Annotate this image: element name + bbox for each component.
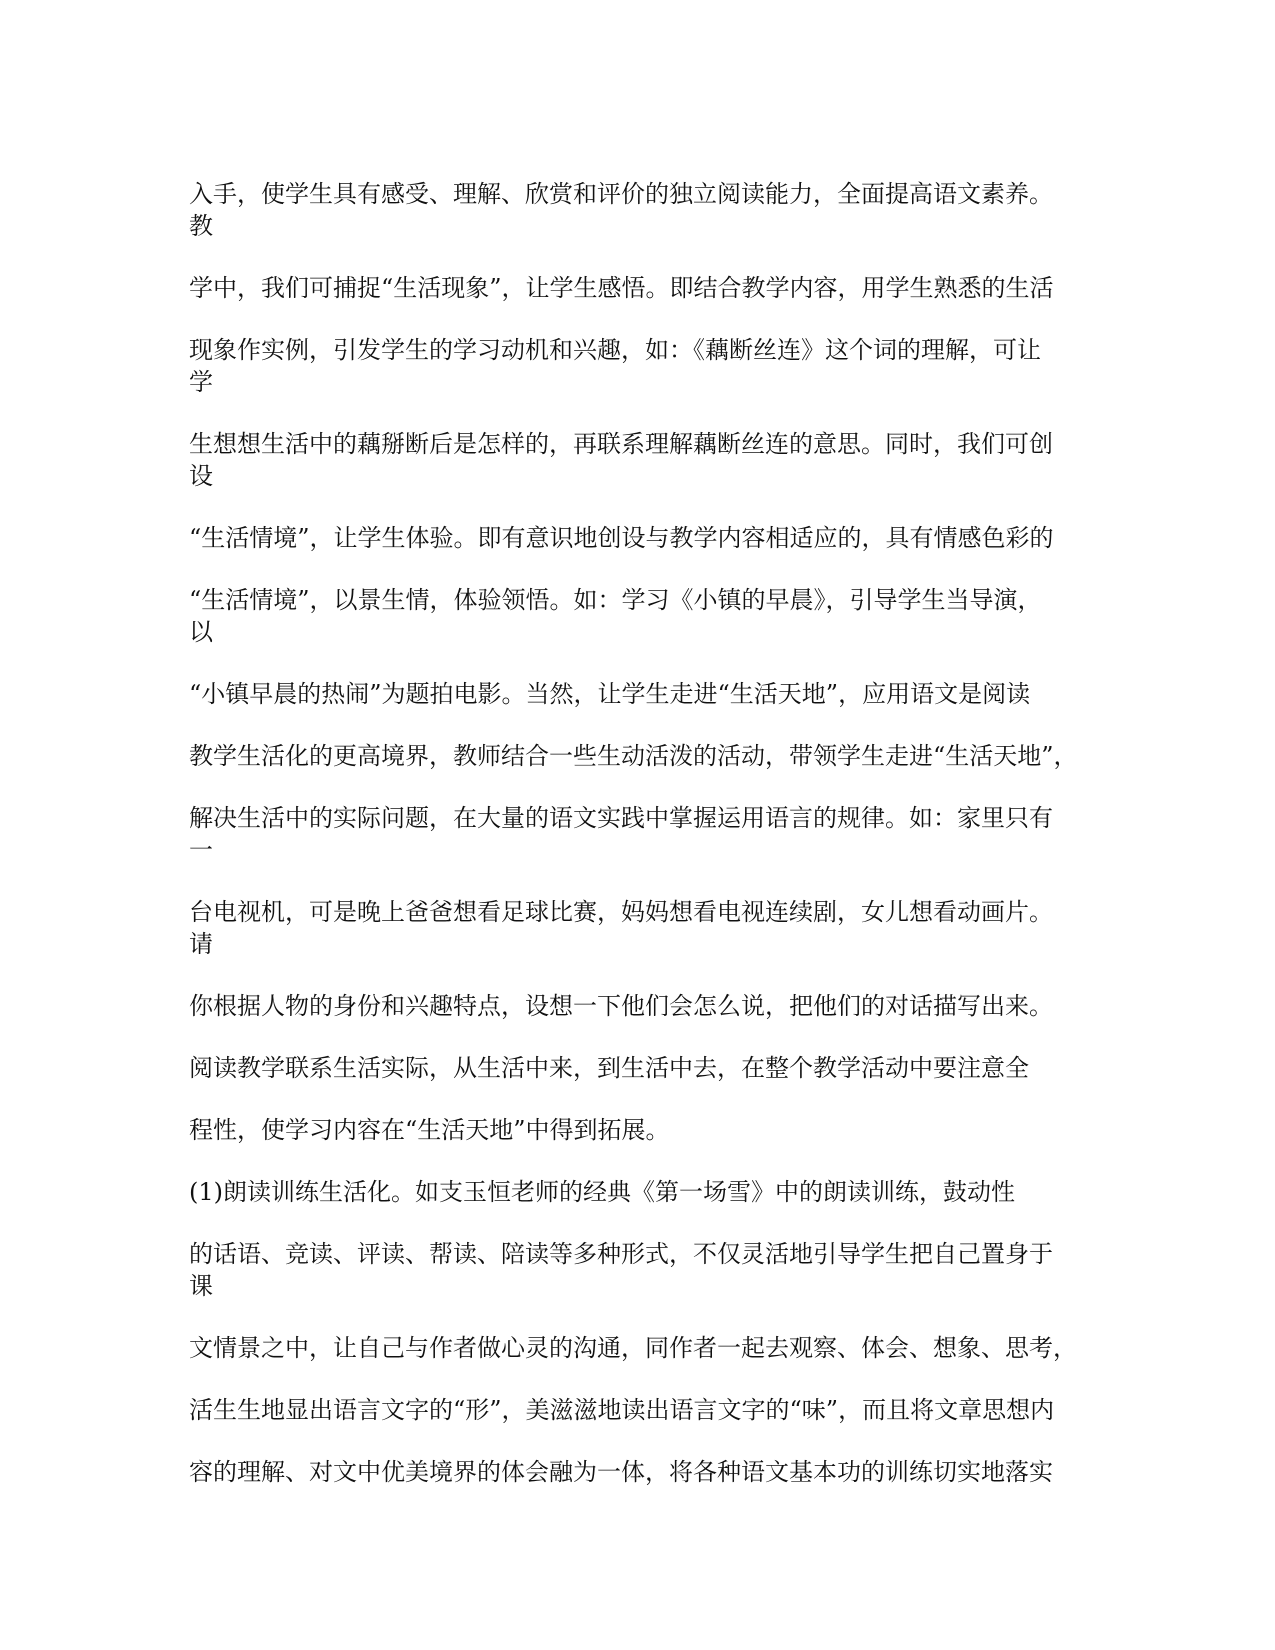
line-overflow: 一	[189, 836, 213, 864]
text-line	[189, 1114, 1089, 1146]
line-text: 学中，我们可捕捉“生活现象”，让学生感悟。即结合教学内容，用学生熟悉的生活	[189, 274, 1054, 302]
line-overflow: 请	[189, 930, 213, 958]
line-text: 的话语、竞读、评读、帮读、陪读等多种形式，不仅灵活地引导学生把自己置身于	[189, 1240, 1053, 1268]
line-text: 台电视机，可是晚上爸爸想看足球比赛，妈妈想看电视连续剧，女儿想看动画片。	[189, 898, 1053, 926]
text-line	[189, 1332, 1089, 1364]
line-text: 你根据人物的身份和兴趣特点，设想一下他们会怎么说，把他们的对话描写出来。	[189, 992, 1053, 1020]
line-text: “生活情境”，以景生情，体验领悟。如：学习《小镇的早晨》，引导学生当导演，	[189, 586, 1042, 614]
text-line	[189, 428, 1089, 492]
text-line	[189, 1456, 1089, 1488]
line-overflow: 以	[189, 618, 213, 646]
line-text: “生活情境”，让学生体验。即有意识地创设与教学内容相适应的，具有情感色彩的	[189, 524, 1054, 552]
line-text: 文情景之中，让自己与作者做心灵的沟通，同作者一起去观察、体会、想象、思考，	[189, 1334, 1077, 1362]
line-text: 阅读教学联系生活实际，从生活中来，到生活中去，在整个教学活动中要注意全	[189, 1054, 1029, 1082]
line-overflow: 教	[189, 212, 213, 240]
line-text: 生想想生活中的藕掰断后是怎样的，再联系理解藕断丝连的意思。同时，我们可创	[189, 430, 1053, 458]
line-text: 解决生活中的实际问题，在大量的语文实践中掌握运用语言的规律。如：家里只有	[189, 804, 1053, 832]
text-line	[189, 990, 1089, 1022]
line-text: 教学生活化的更高境界，教师结合一些生动活泼的活动，带领学生走进“生活天地”，	[189, 742, 1078, 770]
text-line	[189, 1238, 1089, 1302]
text-line	[189, 802, 1089, 866]
text-line	[189, 678, 1089, 710]
line-text: (1)朗读训练生活化。如支玉恒老师的经典《第一场雪》中的朗读训练，鼓动性	[189, 1178, 1015, 1206]
text-line	[189, 1052, 1089, 1084]
body-text	[189, 178, 1089, 1518]
text-line	[189, 1176, 1089, 1208]
text-line	[189, 584, 1089, 648]
line-text: 现象作实例，引发学生的学习动机和兴趣，如：《藕断丝连》这个词的理解，可让	[189, 336, 1041, 364]
text-line	[189, 1394, 1089, 1426]
line-overflow: 课	[189, 1272, 213, 1300]
text-line	[189, 522, 1089, 554]
text-line	[189, 740, 1089, 772]
line-overflow: 学	[189, 368, 213, 396]
line-text: 容的理解、对文中优美境界的体会融为一体，将各种语文基本功的训练切实地落实	[189, 1458, 1053, 1486]
line-text: 程性，使学习内容在“生活天地”中得到拓展。	[189, 1116, 670, 1144]
line-overflow: 设	[189, 462, 213, 490]
text-line	[189, 334, 1089, 398]
line-text: “小镇早晨的热闹”为题拍电影。当然，让学生走进“生活天地”，应用语文是阅读	[189, 680, 1031, 708]
text-line	[189, 272, 1089, 304]
line-text: 活生生地显出语言文字的“形”，美滋滋地读出语言文字的“味”，而且将文章思想内	[189, 1396, 1055, 1424]
text-line	[189, 896, 1089, 960]
line-text: 入手，使学生具有感受、理解、欣赏和评价的独立阅读能力，全面提高语文素养。	[189, 180, 1053, 208]
text-line	[189, 178, 1089, 242]
